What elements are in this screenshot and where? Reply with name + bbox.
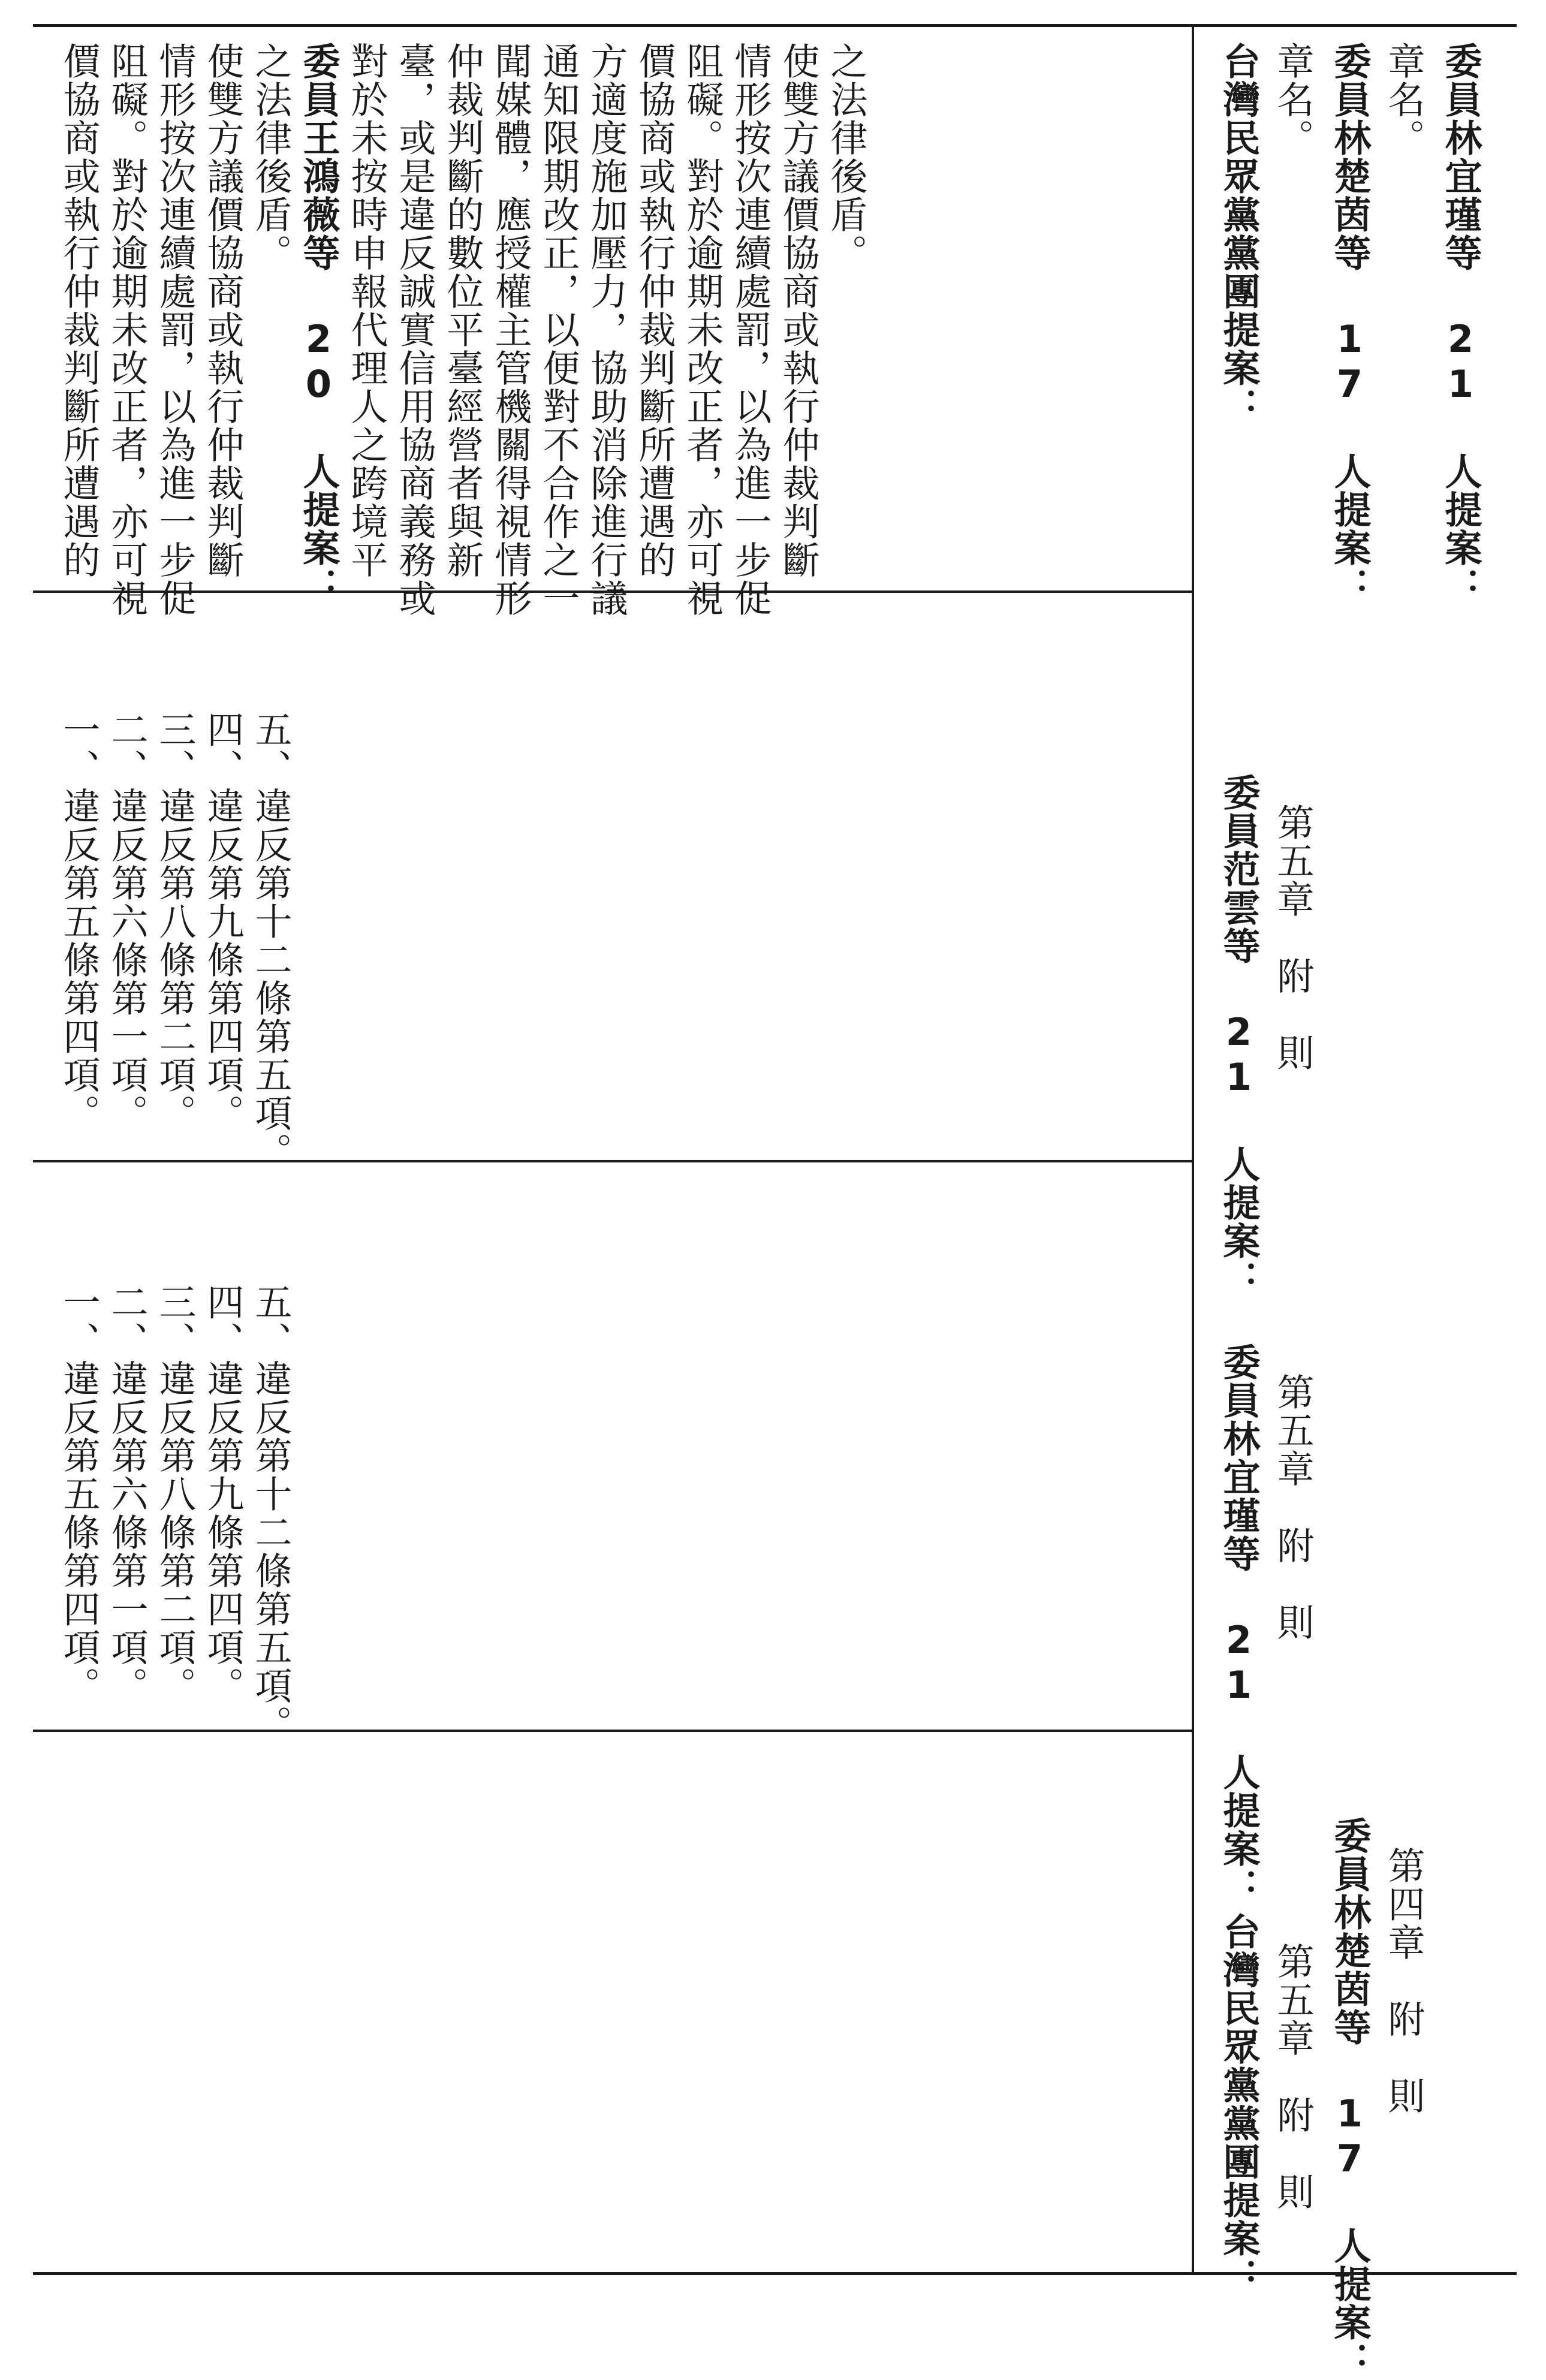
panel1-proposal-line-6: 方適度施加壓力，協助消除進行議 [584, 42, 628, 617]
panel4-heading-tpp: 台灣民眾黨黨團提案： [1217, 1912, 1261, 2296]
panel2-proposal-heading: 委員范雲等 21 人提案： [1217, 773, 1261, 1299]
panel3-item-1: 一、違反第五條第四項。 [57, 1283, 101, 1705]
panel3-item-3: 三、違反第八條第二項。 [153, 1283, 197, 1705]
panel1-line-3: 情形按次連續處罰，以為進一步促 [153, 42, 197, 617]
table-bottom-border [33, 2272, 1517, 2275]
panel3-proposal-heading: 委員林宜瑾等 21 人提案： [1217, 1343, 1261, 1906]
panel4-lin-chu-yin-chapter: 第四章 附 則 [1382, 1846, 1426, 2115]
panel1-lin-chu-yin-text: 章名。 [1382, 42, 1426, 157]
panel4-heading-lin-chu-yin: 委員林楚茵等 17 人提案： [1328, 1816, 1372, 2380]
panel2-item-4: 四、違反第九條第四項。 [201, 710, 245, 1132]
panel1-proposal-line-11: 之法律後盾。 [824, 42, 868, 272]
panel3-item-5: 五、違反第十二條第五項。 [249, 1283, 293, 1743]
panel1-line-1: 價協商或執行仲裁判斷所遭遇的 [57, 42, 101, 579]
panel1-line-4: 使雙方議價協商或執行仲裁判斷 [201, 42, 245, 579]
panel1-proposal-line-8: 阻礙。對於逾期未改正者，亦可視 [680, 42, 724, 617]
panel1-proposal-line-4: 聞媒體，應授權主管機關得視情形 [489, 42, 532, 617]
panel1-proposal-line-3: 仲裁判斷的數位平臺經營者與新 [441, 42, 484, 579]
panel3-chapter-title: 第五章 附 則 [1271, 1373, 1315, 1641]
panel1-line-2: 阻礙。對於逾期未改正者，亦可視 [105, 42, 149, 617]
panel1-line-5: 之法律後盾。 [249, 42, 293, 272]
panel1-heading-lin-chu-yin: 委員林楚茵等 17 人提案： [1328, 42, 1372, 605]
panel4-tpp-chapter: 第五章 附 則 [1271, 1942, 1315, 2211]
panel2-item-5: 五、違反第十二條第五項。 [249, 710, 293, 1171]
panel2-item-3: 三、違反第八條第二項。 [153, 710, 197, 1132]
panel1-heading-lin-yi-jin: 委員林宜瑾等 21 人提案： [1439, 42, 1482, 605]
panel1-proposal-line-10: 使雙方議價協商或執行仲裁判斷 [776, 42, 820, 579]
panel1-proposal-line-9: 情形按次連續處罰，以為進一步促 [728, 42, 772, 617]
row-divider [1192, 25, 1194, 2273]
panel2-item-2: 二、違反第六條第一項。 [105, 710, 149, 1132]
panel1-proposal-heading: 委員王鴻薇等 20 人提案： [297, 42, 340, 605]
panel3-item-2: 二、違反第六條第一項。 [105, 1283, 149, 1705]
panel-divider-3 [33, 1730, 1193, 1732]
panel1-proposal-line-1: 對於未按時申報代理人之跨境平 [345, 42, 388, 579]
panel1-proposal-line-7: 價協商或執行仲裁判斷所遭遇的 [632, 42, 676, 579]
panel2-chapter-title: 第五章 附 則 [1271, 803, 1315, 1072]
panel3-item-4: 四、違反第九條第四項。 [201, 1283, 245, 1705]
panel-divider-2 [33, 1160, 1193, 1162]
panel1-tpp-text: 章名。 [1271, 42, 1315, 157]
table-top-border [33, 24, 1517, 27]
panel1-proposal-line-2: 臺，或是違反誠實信用協商義務或 [393, 42, 436, 617]
panel1-heading-tpp: 台灣民眾黨黨團提案： [1217, 42, 1261, 426]
panel2-item-1: 一、違反第五條第四項。 [57, 710, 101, 1132]
panel1-proposal-line-5: 通知限期改正，以便對不合作之一 [537, 42, 580, 617]
